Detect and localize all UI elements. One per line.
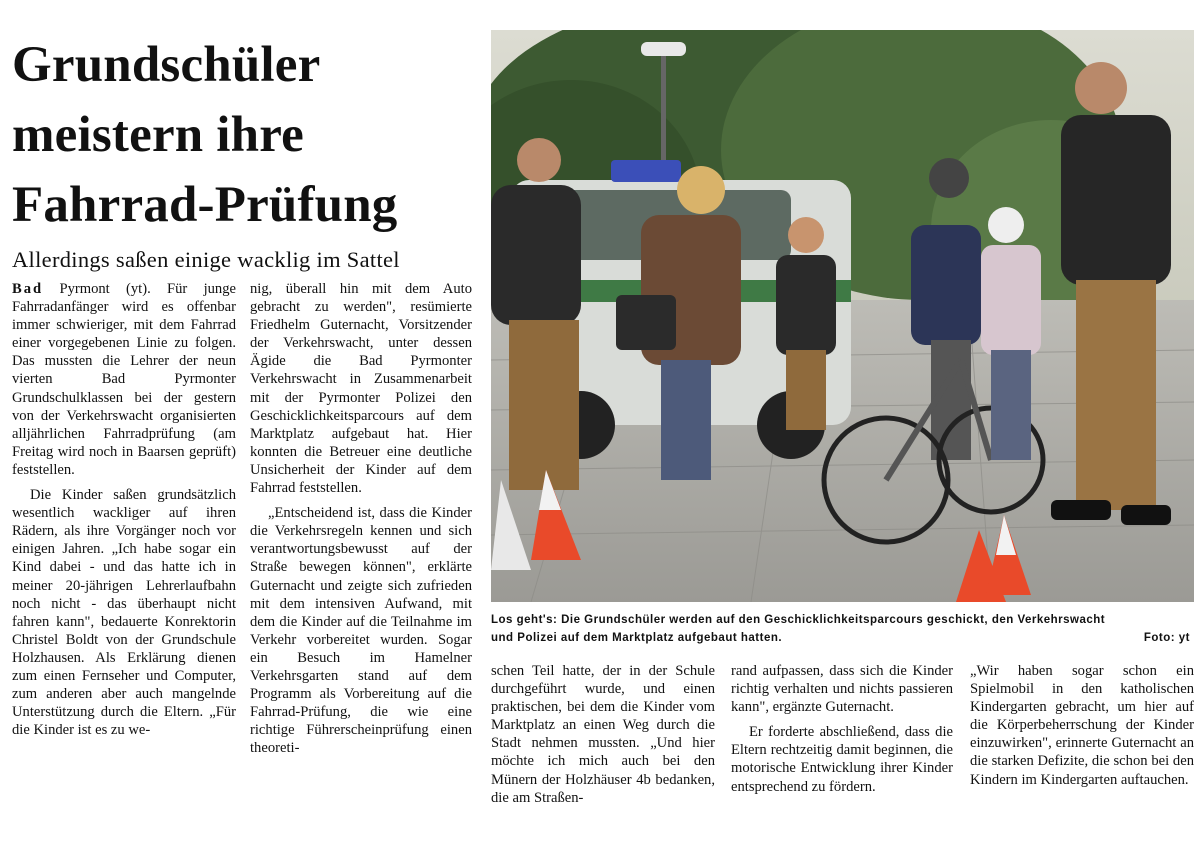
article-column-2 — [250, 280, 472, 840]
paragraph: Die Kinder saßen grundsätzlich wesentlich wackliger auf ihren Rädern, als ihre Vorgänger noch vor einigen Jahren. „Ich habe sogar ein Kind dabei - und das hatte ich in meiner 20-jährigen Lehrerlaufbahn noch nicht - das überhaupt nicht fahren kann", bedauerte Konrektorin Christel Boldt von der Grundschule Holzhausen. Als Erklärung dienen zum einen Fernseher und Computer, zum anderen aber auch mangelnde Unterstützung durch die Eltern. „Für die Kinder ist es zu we- — [12, 487, 236, 739]
paragraph: schen Teil hatte, der in der Schule durchgeführt wurde, und einen praktischen, bei dem die Kinder vom Marktplatz an einen Weg durch die Stadt nehmen mussten. „Und hier möchte ich mich auch bei den Münern der Holzhäuser 4b bedanken, die am Straßen- — [491, 663, 715, 806]
caption-line: und Polizei auf dem Marktplatz aufgebaut hatten. — [491, 632, 783, 644]
headline-line: meistern ihre — [12, 107, 304, 163]
article-column-3 — [491, 662, 715, 842]
paragraph: „Wir haben sogar schon ein Spielmobil in den katholischen Kindergarten gebracht, um hier auf die Körperbeherrschung der Kinder einzuwirken", erinnerte Guternacht an die starken Defizite, die schon bei den Kindern im Kindergarten auftauchen. — [970, 663, 1194, 788]
paragraph: nig, überall hin mit dem Auto gebracht zu werden", resümierte Friedhelm Guternacht, Vorsitzender der Verkehrswacht, unter dessen Ägide die Bad Pyrmonter Verkehrswacht in Zusammenarbeit mit der Pyrmonter Polizei den Geschicklichkeitsparcours auf dem Marktplatz aufgebaut hat. Hier konnten die Betreuer eine deutliche Unsicherheit der Kinder auf dem Fahrrad feststellen. — [250, 281, 472, 497]
photo-credit: Foto: yt — [1143, 632, 1190, 644]
photo-caption — [491, 611, 1194, 647]
paragraph: Er forderte abschließend, dass die Eltern rechtzeitig damit beginnen, die motorische Entwicklung ihrer Kinder entsprechend zu fördern. — [731, 724, 953, 795]
headline-line: Grundschüler — [12, 37, 321, 93]
article-column-4 — [731, 662, 953, 842]
headline — [12, 30, 482, 240]
subheadline: Allerdings saßen einige wacklig im Sattel — [12, 247, 400, 272]
paragraph-text: Pyrmont (yt). Für junge Fahrradanfänger wird es offenbar immer schwieriger, mit dem Fahrrad einer vorgegebenen Linie zu folgen. Das mussten die Lehrer der neun vierten Bad Pyrmonter Grundschulklassen bei der gestern von der Verkehrswacht organisierten alljährlichen Fahrradprüfung (am Freitag wird noch in Baarsen geprüft) feststellen. — [12, 281, 236, 478]
caption-line: Los geht's: Die Grundschüler werden auf den Geschicklichkeitsparcours geschickt, den Verkehrswacht — [491, 614, 1106, 626]
article-column-5 — [970, 662, 1194, 842]
news-photo — [491, 30, 1194, 602]
headline-line: Fahrrad-Prüfung — [12, 177, 398, 233]
paragraph — [12, 280, 236, 479]
paragraph: rand aufpassen, dass sich die Kinder richtig verhalten und nichts passieren kann", ergänzte Guternacht. — [731, 663, 953, 716]
photo-illustration — [491, 30, 1194, 602]
dateline: Bad — [12, 281, 44, 297]
article-column-1 — [12, 280, 236, 840]
paragraph: „Entscheidend ist, dass die Kinder die Verkehrsregeln kennen und sich verantwortungsbewusst auf der Straße bewegen können", erklärte Guternacht und zeigte sich zufrieden mit dem intensiven Aufwand, mit dem die Kinder auf die Teilnahme im Verkehr vorbereitet wurden. Sogar ein Besuch im Hamelner Verkehrsgarten stand auf dem Programm als Vorbereitung auf die Fahrrad-Prüfung, die wie eine richtige Führerscheinprüfung einen theoreti- — [250, 505, 472, 757]
